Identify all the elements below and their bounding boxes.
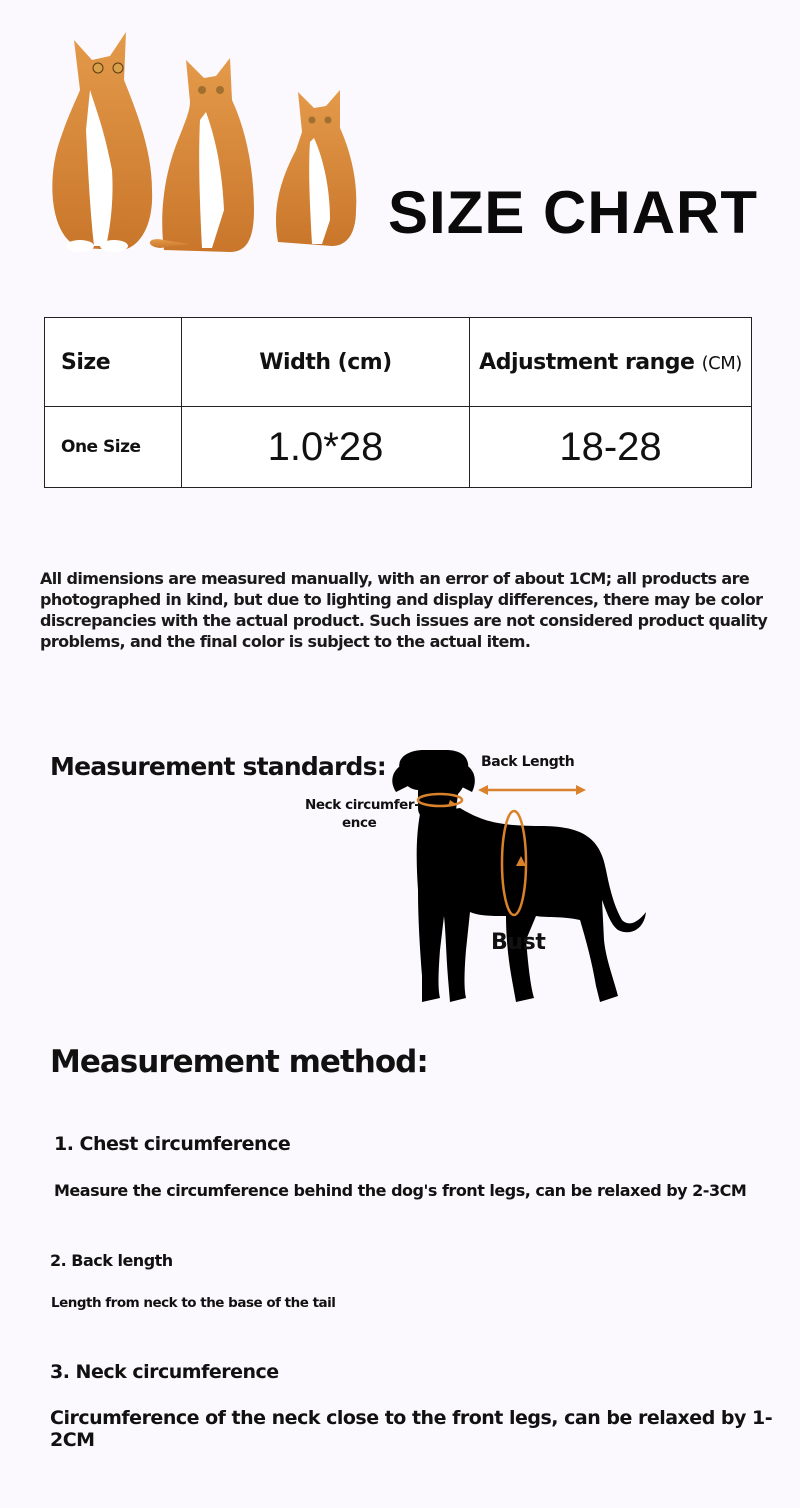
page-title: SIZE CHART [388, 179, 758, 246]
neck-label-line2: ence [342, 815, 377, 831]
header-size: Size [45, 318, 182, 407]
size-table [44, 317, 752, 488]
header-width: Width (cm) [182, 318, 470, 407]
header-adjustment-label: Adjustment range [479, 349, 695, 375]
header-adjustment-unit: (CM) [701, 352, 742, 374]
step-1-text: Measure the circumference behind the dog's front legs, can be relaxed by 2-3CM [54, 1181, 747, 1200]
header-adjustment [470, 318, 752, 407]
cell-size: One Size [45, 407, 182, 488]
measurement-method-title: Measurement method: [50, 1044, 428, 1080]
cats-image [40, 20, 380, 260]
step-2-text: Length from neck to the base of the tail [51, 1295, 336, 1311]
back-length-label: Back Length [481, 754, 575, 770]
step-2-heading: 2. Back length [50, 1251, 173, 1270]
table-row [45, 407, 752, 488]
disclaimer-text: All dimensions are measured manually, with an error of about 1CM; all products are photographed in kind, but due to lighting and display differences, there may be color discrepancies with the actual product. Such issues are not considered product quality problems, and the final color is subject to the actual item. [40, 569, 768, 651]
dog-diagram [300, 740, 660, 1010]
step-1-heading: 1. Chest circumference [54, 1133, 291, 1155]
table-header-row [45, 318, 752, 407]
neck-label-line1: Neck circumfer- [305, 797, 420, 813]
bust-label: Bust [491, 930, 546, 955]
step-3-heading: 3. Neck circumference [50, 1361, 279, 1383]
step-3-text: Circumference of the neck close to the front legs, can be relaxed by 1-2CM [50, 1407, 773, 1451]
cell-adjustment: 18-28 [470, 407, 752, 488]
measurement-standards-title: Measurement standards: [50, 752, 386, 781]
cell-width: 1.0*28 [182, 407, 470, 488]
